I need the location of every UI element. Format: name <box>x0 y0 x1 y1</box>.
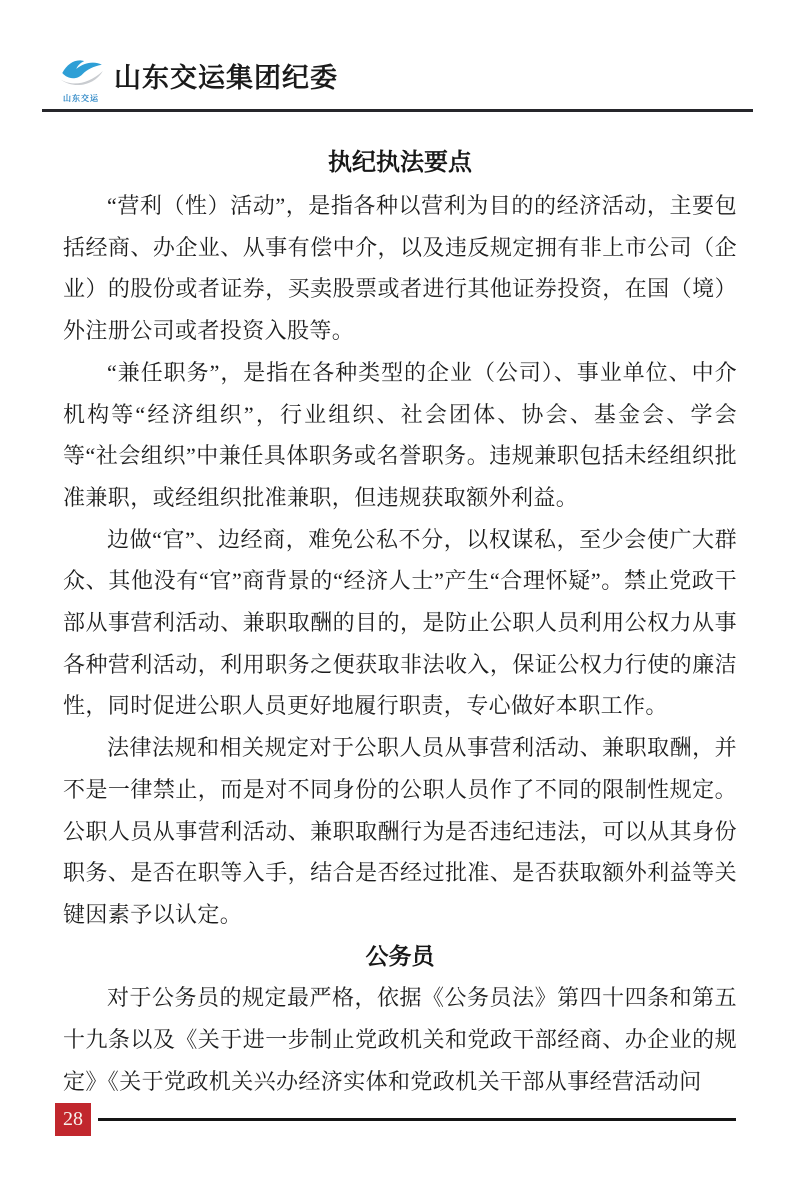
footer-divider <box>98 1118 736 1121</box>
doc-title: 执纪执法要点 <box>328 149 472 176</box>
paragraph-laws-regulations: 法律法规和相关规定对于公职人员从事营利活动、兼职取酬，并不是一律禁止，而是对不同身份的公职人员作了不同的限制性规定。公职人员从事营利活动、兼职取酬行为是否违纪违法，可以从其身份职务、是否在职等入手，结合是否经过批准、是否获取额外利益等关键因素予以认定。 <box>63 735 737 927</box>
page-number-badge: 28 <box>55 1103 91 1136</box>
document-body <box>63 140 737 1102</box>
logo-caption: 山东交运 <box>63 94 99 103</box>
header-divider <box>42 109 753 112</box>
paragraph-concurrent-posts: “兼任职务”，是指在各种类型的企业（公司）、事业单位、中介机构等“经济组织”，行业组织、社会团体、协会、基金会、学会等“社会组织”中兼任具体职务或名誉职务。违规兼职包括未经组织批准兼职，或经组织批准兼职，但违规获取额外利益。 <box>63 359 737 510</box>
paragraph-profit-activity: “营利（性）活动”，是指各种以营利为目的的经济活动，主要包括经商、办企业、从事有偿中介，以及违反规定拥有非上市公司（企业）的股份或者证券，买卖股票或者进行其他证券投资，在国（境）外注册公司或者投资入股等。 <box>63 193 737 344</box>
paragraph-civil-servant-rules: 对于公务员的规定最严格，依据《公务员法》第四十四条和第五十九条以及《关于进一步制止党政机关和党政干部经商、办企业的规定》《关于党政机关兴办经济实体和党政机关干部从事经营活动问 <box>63 985 737 1094</box>
section-heading-civil-servant: 公务员 <box>365 942 435 969</box>
page-footer <box>55 1103 745 1136</box>
bird-swoosh-icon <box>55 52 107 92</box>
paragraph-official-business: 边做“官”、边经商，难免公私不分，以权谋私，至少会使广大群众、其他没有“官”商背景的“经济人士”产生“合理怀疑”。禁止党政干部从事营利活动、兼职取酬的目的，是防止公职人员利用公权力从事各种营利活动，利用职务之便获取非法收入，保证公权力行使的廉洁性，同时促进公职人员更好地履行职责，专心做好本职工作。 <box>63 526 737 719</box>
org-title: 山东交运集团纪委 <box>114 62 338 93</box>
page-header <box>54 52 338 104</box>
org-logo <box>54 52 108 104</box>
